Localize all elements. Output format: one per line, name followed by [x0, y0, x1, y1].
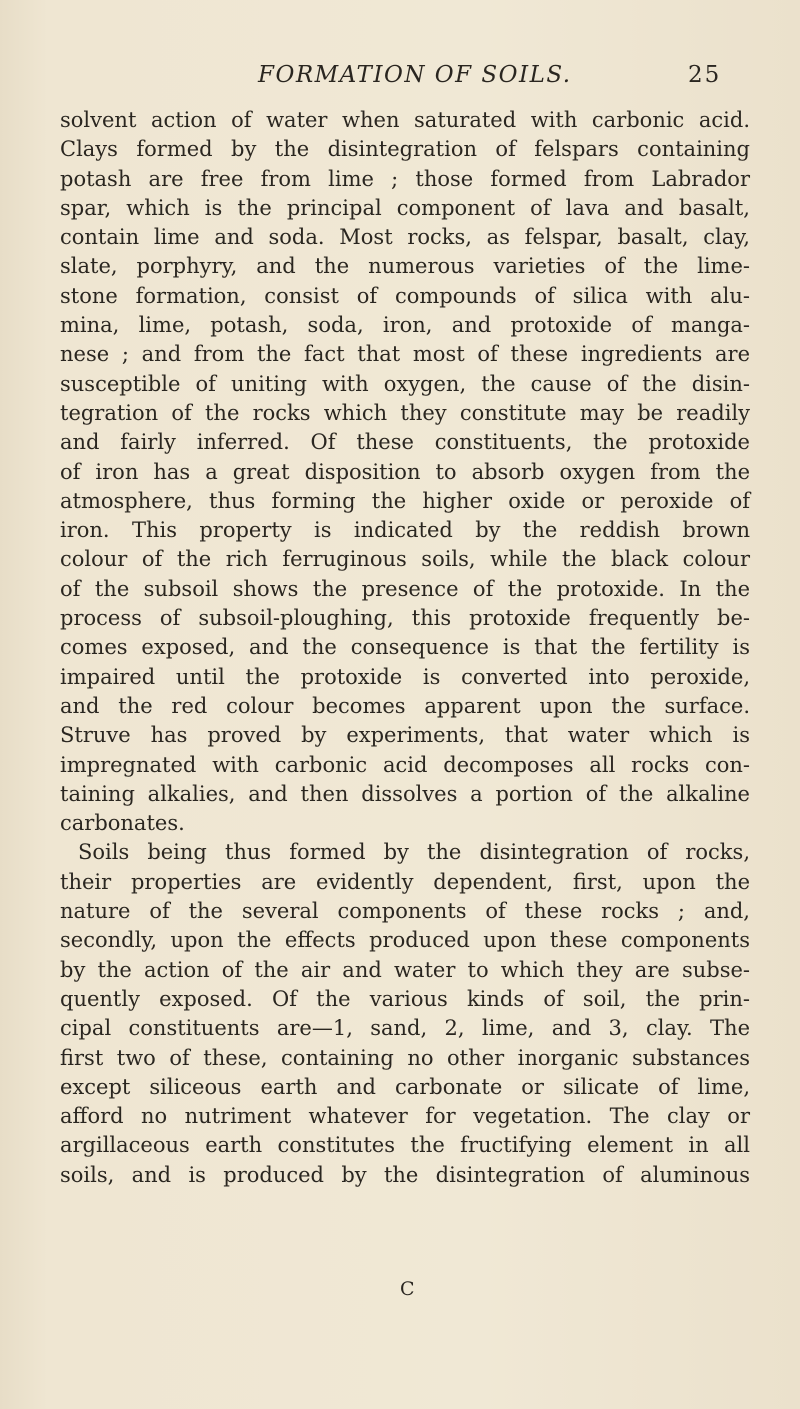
running-title: FORMATION OF SOILS.: [258, 62, 572, 88]
text-line: slate, porphyry, and the numerous varieties of the lime-: [60, 254, 750, 279]
signature-mark: C: [400, 1278, 415, 1300]
text-line: except siliceous earth and carbonate or silicate of lime,: [60, 1074, 750, 1099]
text-line: and fairly inferred. Of these constituents, the protoxide: [60, 430, 750, 455]
text-line: stone formation, consist of compounds of silica with alu-: [60, 283, 750, 308]
text-line: atmosphere, thus forming the higher oxide or peroxide of: [60, 488, 750, 513]
text-line: and the red colour becomes apparent upon the surface.: [60, 693, 750, 718]
text-line: solvent action of water when saturated with carbonic acid.: [60, 108, 750, 132]
text-line: by the action of the air and water to which they are subse-: [60, 957, 750, 982]
text-line: colour of the rich ferruginous soils, while the black colour: [60, 547, 750, 572]
page-number: 25: [688, 62, 722, 88]
text-line: Struve has proved by experiments, that water which is: [60, 723, 750, 748]
text-line: soils, and is produced by the disintegration of aluminous: [60, 1162, 750, 1187]
body-text: [60, 106, 750, 1190]
paragraph-start-line: Soils being thus formed by the disintegration of rocks,: [78, 840, 750, 865]
text-line: argillaceous earth constitutes the fructifying element in all: [60, 1133, 750, 1158]
text-line: cipal constituents are—1, sand, 2, lime, and 3, clay. The: [60, 1016, 750, 1041]
text-line: contain lime and soda. Most rocks, as felspar, basalt, clay,: [60, 225, 750, 250]
text-line: tegration of the rocks which they constitute may be readily: [60, 400, 750, 425]
text-line: impregnated with carbonic acid decomposes all rocks con-: [60, 752, 750, 777]
text-line: spar, which is the principal component of lava and basalt,: [60, 195, 750, 220]
text-line: susceptible of uniting with oxygen, the cause of the disin-: [60, 371, 750, 396]
paragraph-end-line: carbonates.: [60, 811, 185, 836]
text-line: comes exposed, and the consequence is that the fertility is: [60, 635, 750, 660]
text-line: iron. This property is indicated by the reddish brown: [60, 518, 750, 543]
text-line: of the subsoil shows the presence of the protoxide. In the: [60, 576, 750, 601]
text-line: mina, lime, potash, soda, iron, and protoxide of manga-: [60, 313, 750, 338]
text-line: taining alkalies, and then dissolves a portion of the alkaline: [60, 781, 750, 806]
text-line: quently exposed. Of the various kinds of soil, the prin-: [60, 986, 750, 1011]
text-line: first two of these, containing no other inorganic substances: [60, 1045, 750, 1070]
text-line: afford no nutriment whatever for vegetation. The clay or: [60, 1104, 750, 1129]
text-line: nature of the several components of these rocks ; and,: [60, 899, 750, 924]
text-line: Clays formed by the disintegration of felspars containing: [60, 137, 750, 162]
text-line: impaired until the protoxide is converted into peroxide,: [60, 664, 750, 689]
text-line: their properties are evidently dependent, first, upon the: [60, 869, 750, 894]
text-line: nese ; and from the fact that most of these ingredients are: [60, 342, 750, 367]
page-header: [0, 62, 800, 98]
text-line: process of subsoil-ploughing, this protoxide frequently be-: [60, 606, 750, 631]
text-line: secondly, upon the effects produced upon these components: [60, 928, 750, 953]
text-line: of iron has a great disposition to absorb oxygen from the: [60, 459, 750, 484]
text-line: potash are free from lime ; those formed from Labrador: [60, 166, 750, 191]
